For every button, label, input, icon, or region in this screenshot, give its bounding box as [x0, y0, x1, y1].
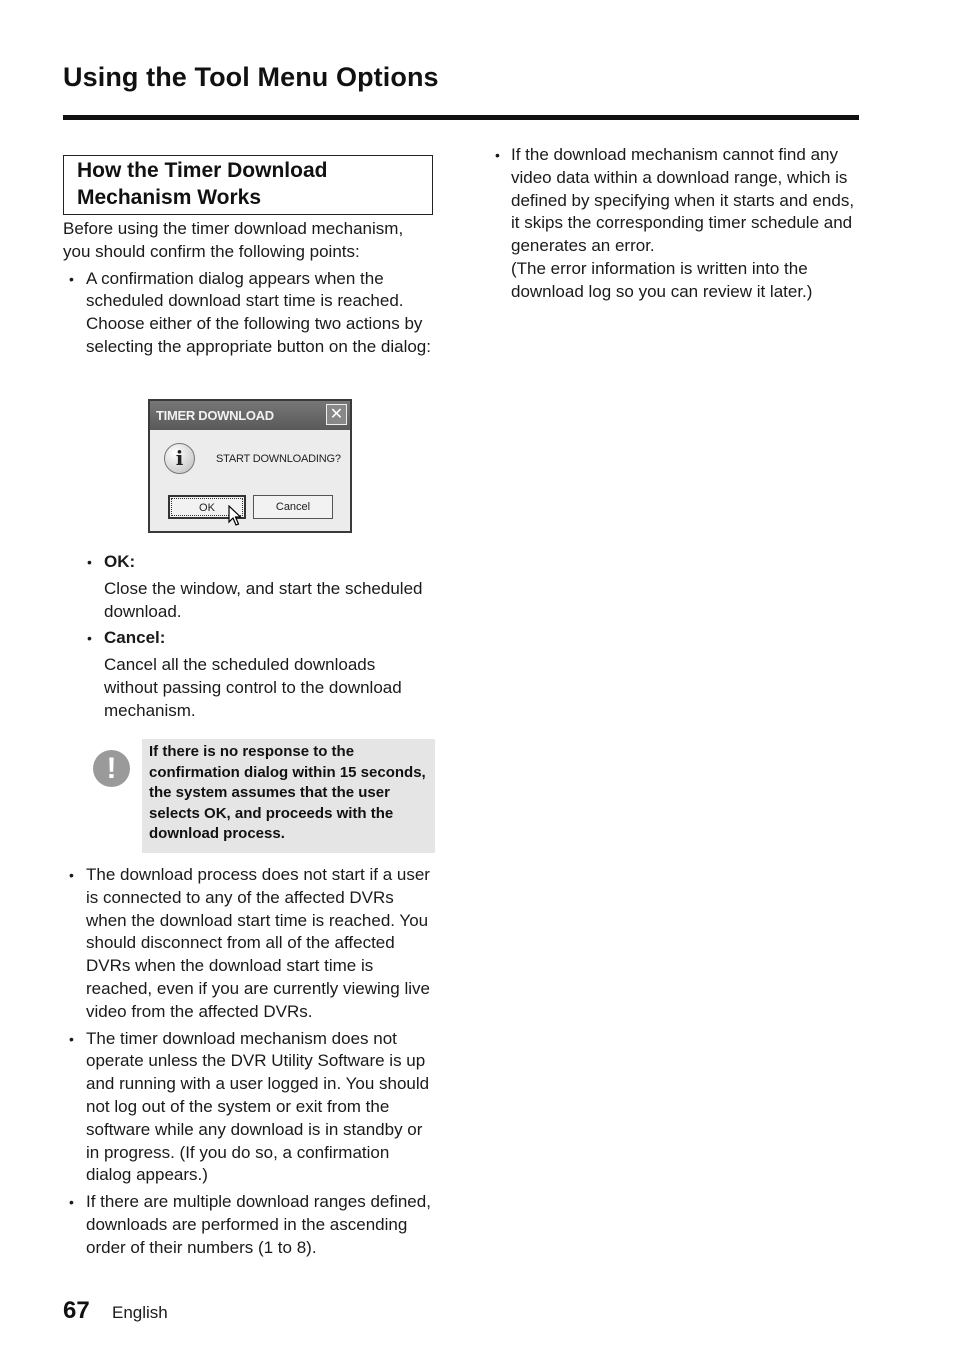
option-label: • OK:: [104, 552, 136, 571]
right-bullet-list: [495, 144, 865, 304]
info-icon: i: [164, 443, 195, 474]
cancel-button[interactable]: Cancel: [253, 495, 333, 519]
left-column: [63, 155, 435, 359]
option-description: Close the window, and start the scheduled download.: [104, 578, 423, 621]
page-number: 67: [63, 1297, 90, 1324]
right-bullet-text: If the download mechanism cannot find any video data within a download range, which is defined by specifying when it starts and ends, it skips the corresponding timer schedule and generates an error.: [511, 145, 855, 256]
section-heading: [77, 157, 432, 211]
caution-note: [142, 739, 435, 853]
dialog-title: TIMER DOWNLOAD: [156, 408, 274, 423]
option-label: • Cancel:: [104, 628, 166, 648]
footer-language: English: [112, 1303, 168, 1322]
right-column: [495, 144, 865, 304]
right-bullet-note: (The error information is written into the download log so you can review it later.): [511, 258, 813, 301]
intro-bullet-list: [63, 268, 435, 359]
cursor-icon: [228, 505, 242, 527]
section-heading-line2: Mechanism Works: [77, 186, 262, 209]
page-title: Using the Tool Menu Options: [63, 62, 439, 92]
dialog-message: START DOWNLOADING?: [216, 453, 341, 465]
dialog-options-list: [86, 551, 431, 727]
caution-icon: !: [93, 750, 130, 787]
ok-button[interactable]: OK: [168, 495, 246, 519]
list-item: • If there are multiple download ranges defined, downloads are performed in the ascending order of their numbers (1 to 8).: [63, 1191, 435, 1259]
page-footer: [63, 1297, 168, 1325]
option-ok: [86, 551, 431, 623]
option-description: Cancel all the scheduled downloads without passing control to the download mechanism.: [104, 655, 402, 720]
timer-download-dialog: [148, 399, 352, 533]
caution-note-text: If there is no response to the confirmation dialog within 15 seconds, the system assumes that the user selects OK, and proceeds with the download process.: [149, 743, 426, 842]
option-cancel: [86, 627, 431, 722]
section-heading-box: [63, 155, 433, 215]
list-item: • The download process does not start if a user is connected to any of the affected DVRs when the download start time is reached. You should disconnect from all of the affected DVRs when the download start time is reached, even if you are currently viewing live video from the affected DVRs.: [63, 864, 435, 1024]
intro-text: Before using the timer download mechanism, you should confirm the following points:: [63, 219, 404, 261]
dialog-titlebar: [150, 401, 350, 430]
lower-bullet-list: [63, 864, 435, 1260]
list-item: [495, 144, 865, 304]
list-item: • A confirmation dialog appears when the scheduled download start time is reached. Choose either of the following two actions by selecting the appropriate button on the dialog:: [63, 268, 435, 359]
section-heading-line1: How the Timer Download: [77, 159, 328, 182]
lower-bullet-section: [63, 864, 435, 1264]
close-icon[interactable]: ✕: [326, 404, 347, 425]
title-rule: [63, 115, 859, 120]
list-item: • The timer download mechanism does not operate unless the DVR Utility Software is up and running with a user logged in. You should not log out of the system or exit from the software while any download is in standby or in progress. (If you do so, a confirmation dialog appears.): [63, 1028, 435, 1188]
